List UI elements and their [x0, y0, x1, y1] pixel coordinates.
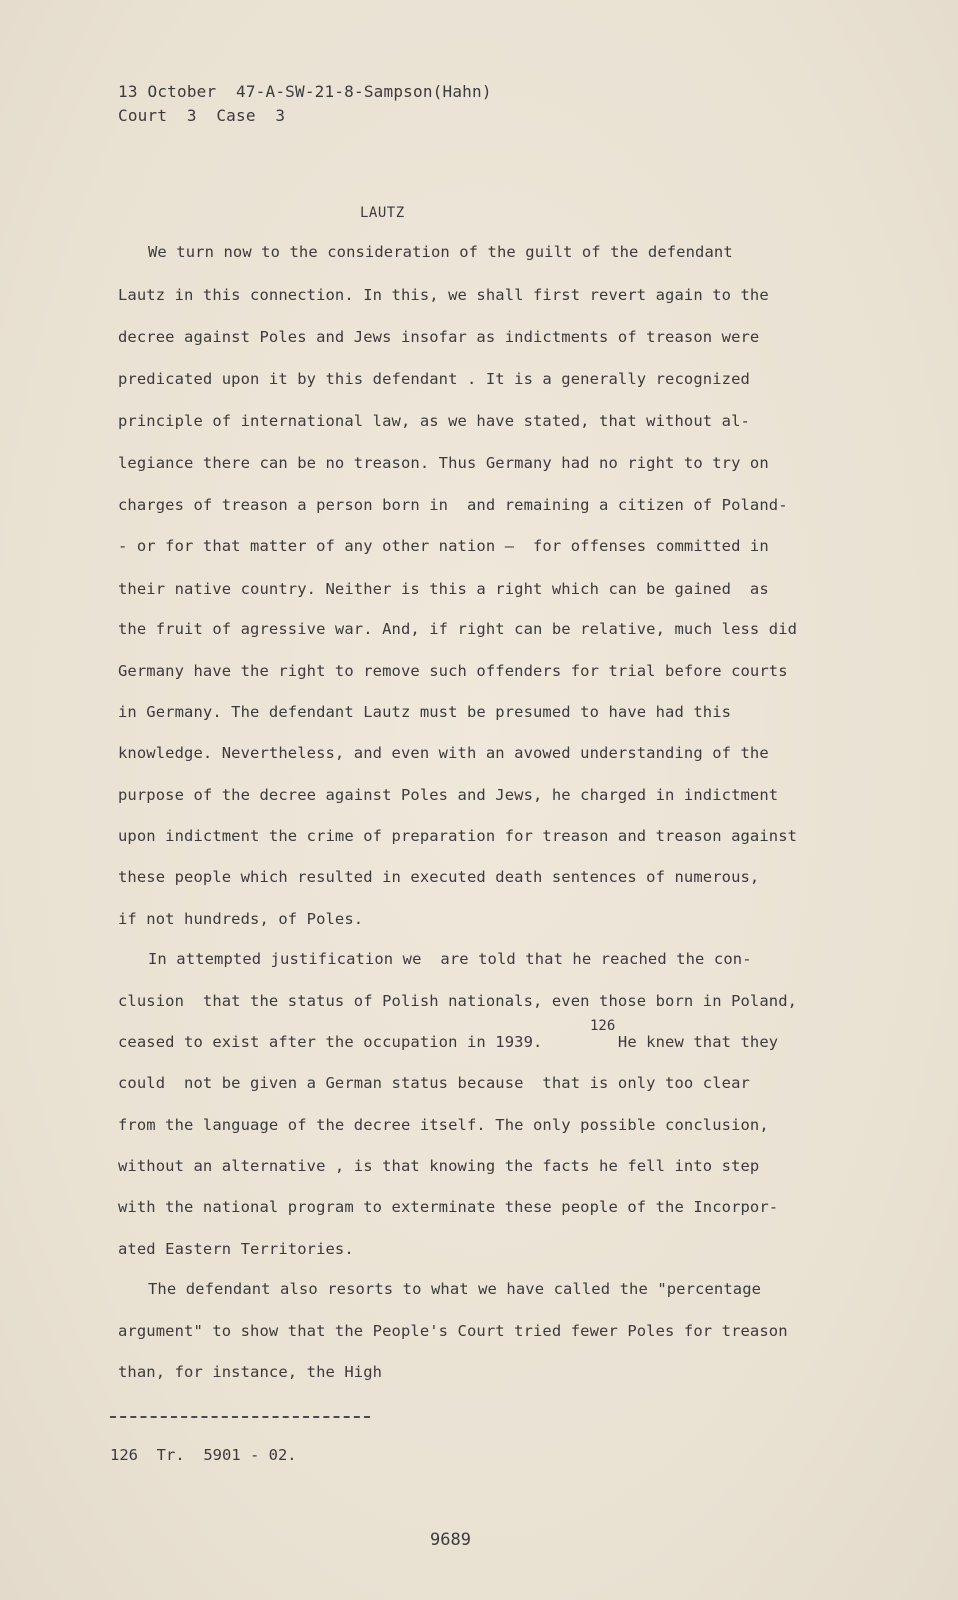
header-court-case: Court 3 Case 3 — [118, 106, 286, 125]
text-line: purpose of the decree against Poles and Jews, he charged in indictment — [118, 786, 779, 804]
text-line: if not hundreds, of Poles. — [118, 910, 364, 928]
text-line: upon indictment the crime of preparation for treason and treason against — [118, 827, 798, 845]
text-line: knowledge. Nevertheless, and even with an avowed understanding of the — [118, 744, 769, 762]
text-line: Lautz in this connection. In this, we shall first revert again to the — [118, 286, 769, 304]
text-line: argument" to show that the People's Court tried fewer Poles for treason — [118, 1322, 788, 1340]
text-line: Germany have the right to remove such offenders for trial before courts — [118, 662, 788, 680]
text-line: predicated upon it by this defendant . It is a generally recognized — [118, 370, 750, 388]
document-header — [118, 80, 492, 128]
text-line: could not be given a German status because that is only too clear — [118, 1074, 750, 1092]
text-line: ceased to exist after the occupation in 1939. He knew that they — [118, 1033, 779, 1051]
text-line: decree against Poles and Jews insofar as indictments of treason were — [118, 328, 760, 346]
text-line: ated Eastern Territories. — [118, 1240, 354, 1258]
text-line: these people which resulted in executed death sentences of numerous, — [118, 868, 760, 886]
text-line: the fruit of agressive war. And, if right can be relative, much less did — [118, 620, 798, 638]
text-line: In attempted justification we are told that he reached the con- — [148, 950, 752, 968]
text-line: in Germany. The defendant Lautz must be presumed to have had this — [118, 703, 732, 721]
text-line: from the language of the decree itself. The only possible conclusion, — [118, 1116, 769, 1134]
footnote: 126 Tr. 5901 - 02. — [110, 1446, 297, 1464]
text-line: We turn now to the consideration of the guilt of the defendant — [148, 243, 733, 261]
text-line: The defendant also resorts to what we have called the "percentage — [148, 1280, 762, 1298]
text-line: legiance there can be no treason. Thus Germany had no right to try on — [118, 454, 769, 472]
text-line: charges of treason a person born in and remaining a citizen of Poland- — [118, 496, 788, 514]
text-line: without an alternative , is that knowing the facts he fell into step — [118, 1157, 760, 1175]
footnote-reference: 126 — [590, 1018, 616, 1034]
section-title: LAUTZ — [360, 205, 405, 221]
footnote-divider — [110, 1416, 370, 1418]
text-line: than, for instance, the High — [118, 1363, 383, 1381]
text-line: principle of international law, as we have stated, that without al- — [118, 412, 750, 430]
text-line: clusion that the status of Polish nationals, even those born in Poland, — [118, 992, 798, 1010]
text-line: - or for that matter of any other nation — for offenses committed in — [118, 537, 769, 555]
header-date-reference: 13 October 47-A-SW-21-8-Sampson(Hahn) — [118, 82, 492, 101]
page-number: 9689 — [430, 1530, 471, 1550]
text-line: with the national program to exterminate these people of the Incorpor- — [118, 1198, 779, 1216]
text-line: their native country. Neither is this a right which can be gained as — [118, 580, 769, 598]
